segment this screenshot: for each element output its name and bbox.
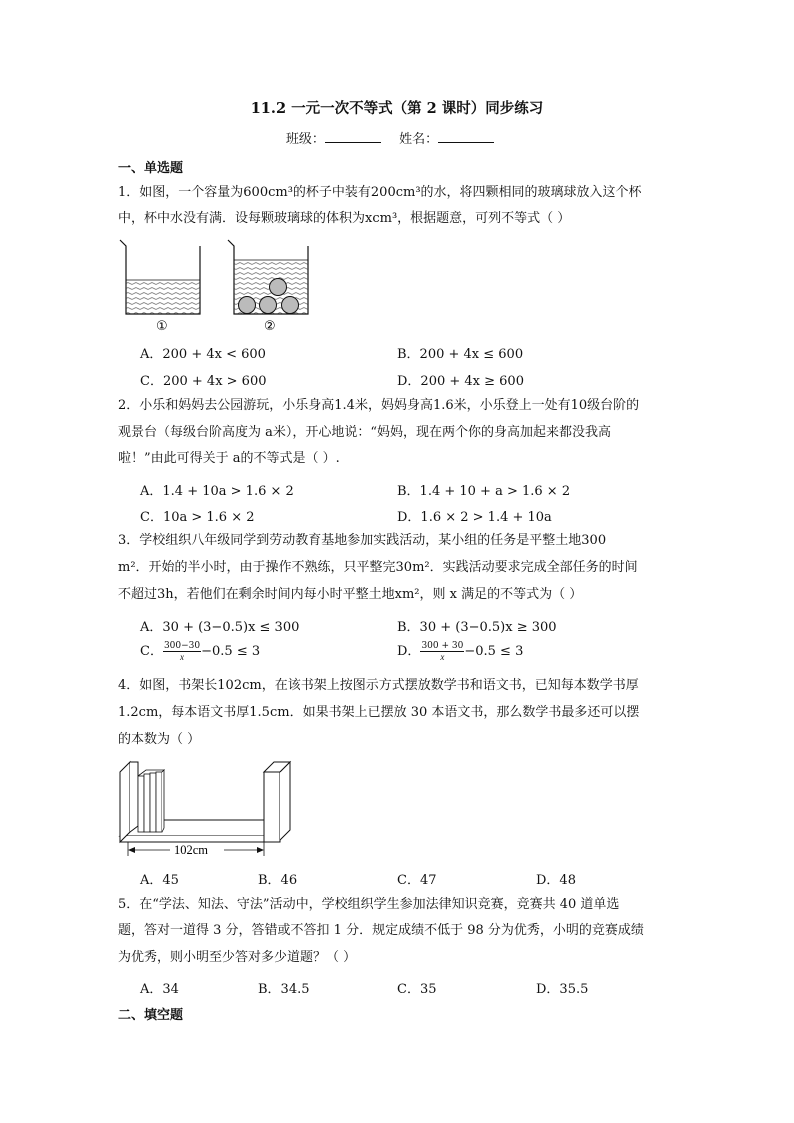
q2-line2: 观景台（每级台阶高度为 a米），开心地说：“妈妈，现在两个你的身高加起来都没我高 xyxy=(118,425,612,440)
q3-option-b[interactable]: B．30 + (3−0.5)x ≥ 300 xyxy=(397,620,557,635)
name-blank xyxy=(438,130,494,143)
q3-line3: 不超过3h，若他们在剩余时间内每小时平整土地xm²，则 x 满足的不等式为（ ） xyxy=(118,587,583,602)
fig-label-2: ② xyxy=(264,319,276,334)
section-heading-fill-blank: 二、填空题 xyxy=(118,1008,184,1023)
q3-option-d-suffix: −0.5 ≤ 3 xyxy=(464,644,524,659)
q4-line3: 的本数为（ ） xyxy=(118,732,201,747)
q1-option-d[interactable]: D．200 + 4x ≥ 600 xyxy=(397,374,524,389)
q5-line1: 5．在“学法、知法、守法”活动中，学校组织学生参加法律知识竞赛，竞赛共 40 道单选 xyxy=(118,897,620,912)
class-label: 班级： xyxy=(285,132,325,147)
cup-2-icon xyxy=(228,240,308,314)
q1-option-a[interactable]: A．200 + 4x < 600 xyxy=(140,347,266,362)
q3-line2: m²．开始的半小时，由于操作不熟练，只平整完30m²．实践活动要求完成全部任务的时间 xyxy=(118,560,638,575)
q2-option-b[interactable]: B．1.4 + 10 + a > 1.6 × 2 xyxy=(397,484,571,499)
q3-option-d-prefix: D． xyxy=(397,644,421,659)
q4-line2: 1.2cm，每本语文书厚1.5cm．如果书架上已摆放 30 本语文书，那么数学书最多还可以摆 xyxy=(118,705,640,720)
q1-option-b[interactable]: B．200 + 4x ≤ 600 xyxy=(397,347,524,362)
q3-option-d-fraction xyxy=(420,641,464,662)
q5-option-c[interactable]: C．35 xyxy=(397,982,437,997)
page-title: 11.2 一元一次不等式（第 2 课时）同步练习 xyxy=(250,100,544,117)
q3-option-d-denominator: x xyxy=(440,652,445,662)
q5-line2: 题，答对一道得 3 分，答错或不答扣 1 分．规定成绩不低于 98 分为优秀，小明的竞赛成绩 xyxy=(118,923,644,938)
q3-option-d[interactable] xyxy=(397,640,523,662)
books-icon xyxy=(138,770,164,832)
class-name-line xyxy=(0,128,794,147)
q3-line1: 3．学校组织八年级同学到劳动教育基地参加实践活动，某小组的任务是平整土地300 xyxy=(118,533,607,548)
q5-option-a[interactable]: A．34 xyxy=(140,982,179,997)
cup-1-icon xyxy=(120,240,200,314)
q3-option-c-denominator: x xyxy=(180,652,185,662)
q2-line1: 2．小乐和妈妈去公园游玩，小乐身高1.4米，妈妈身高1.6米，小乐登上一处有10级台阶的 xyxy=(118,398,640,413)
q3-option-c-numerator: 300−30 xyxy=(163,641,201,651)
q4-option-c[interactable]: C．47 xyxy=(397,873,437,888)
name-label: 姓名： xyxy=(399,132,439,147)
q4-option-b[interactable]: B．46 xyxy=(258,873,298,888)
class-blank xyxy=(325,130,381,143)
q3-option-c-suffix: −0.5 ≤ 3 xyxy=(201,644,261,659)
q2-line3: 啦！”由此可得关于 a的不等式是（ ）. xyxy=(118,451,340,466)
q3-option-c-fraction xyxy=(163,641,201,662)
q1-line1: 1．如图，一个容量为600cm³的杯子中装有200cm³的水，将四颗相同的玻璃球放入这个杯 xyxy=(118,185,642,200)
q5-option-b[interactable]: B．34.5 xyxy=(258,982,310,997)
q3-option-c-prefix: C． xyxy=(140,644,163,659)
q2-option-c[interactable]: C．10a > 1.6 × 2 xyxy=(140,510,255,525)
q1-figure xyxy=(118,236,318,336)
q4-line1: 4．如图，书架长102cm，在该书架上按图示方式摆放数学书和语文书，已知每本数学书厚 xyxy=(118,678,639,693)
q1-line2: 中，杯中水没有满．设每颗玻璃球的体积为xcm³，根据题意，可列不等式（ ） xyxy=(118,211,571,226)
section-heading-single-choice: 一、单选题 xyxy=(118,161,184,176)
q4-option-a[interactable]: A．45 xyxy=(140,873,179,888)
q5-line3: 为优秀，则小明至少答对多少道题？（ ） xyxy=(118,950,357,965)
q1-option-c[interactable]: C．200 + 4x > 600 xyxy=(140,374,267,389)
q4-bookshelf-figure xyxy=(118,756,298,860)
q2-option-a[interactable]: A．1.4 + 10a > 1.6 × 2 xyxy=(140,484,294,499)
q5-option-d[interactable]: D．35.5 xyxy=(536,982,589,997)
q4-option-d[interactable]: D．48 xyxy=(536,873,576,888)
fig-label-1: ① xyxy=(156,319,168,334)
q2-option-d[interactable]: D．1.6 × 2 > 1.4 + 10a xyxy=(397,510,552,525)
q3-option-a[interactable]: A．30 + (3−0.5)x ≤ 300 xyxy=(140,620,300,635)
q3-option-d-numerator: 300 + 30 xyxy=(421,641,464,651)
bookshelf-length-label: 102cm xyxy=(174,843,209,857)
q3-option-c[interactable] xyxy=(140,640,260,662)
